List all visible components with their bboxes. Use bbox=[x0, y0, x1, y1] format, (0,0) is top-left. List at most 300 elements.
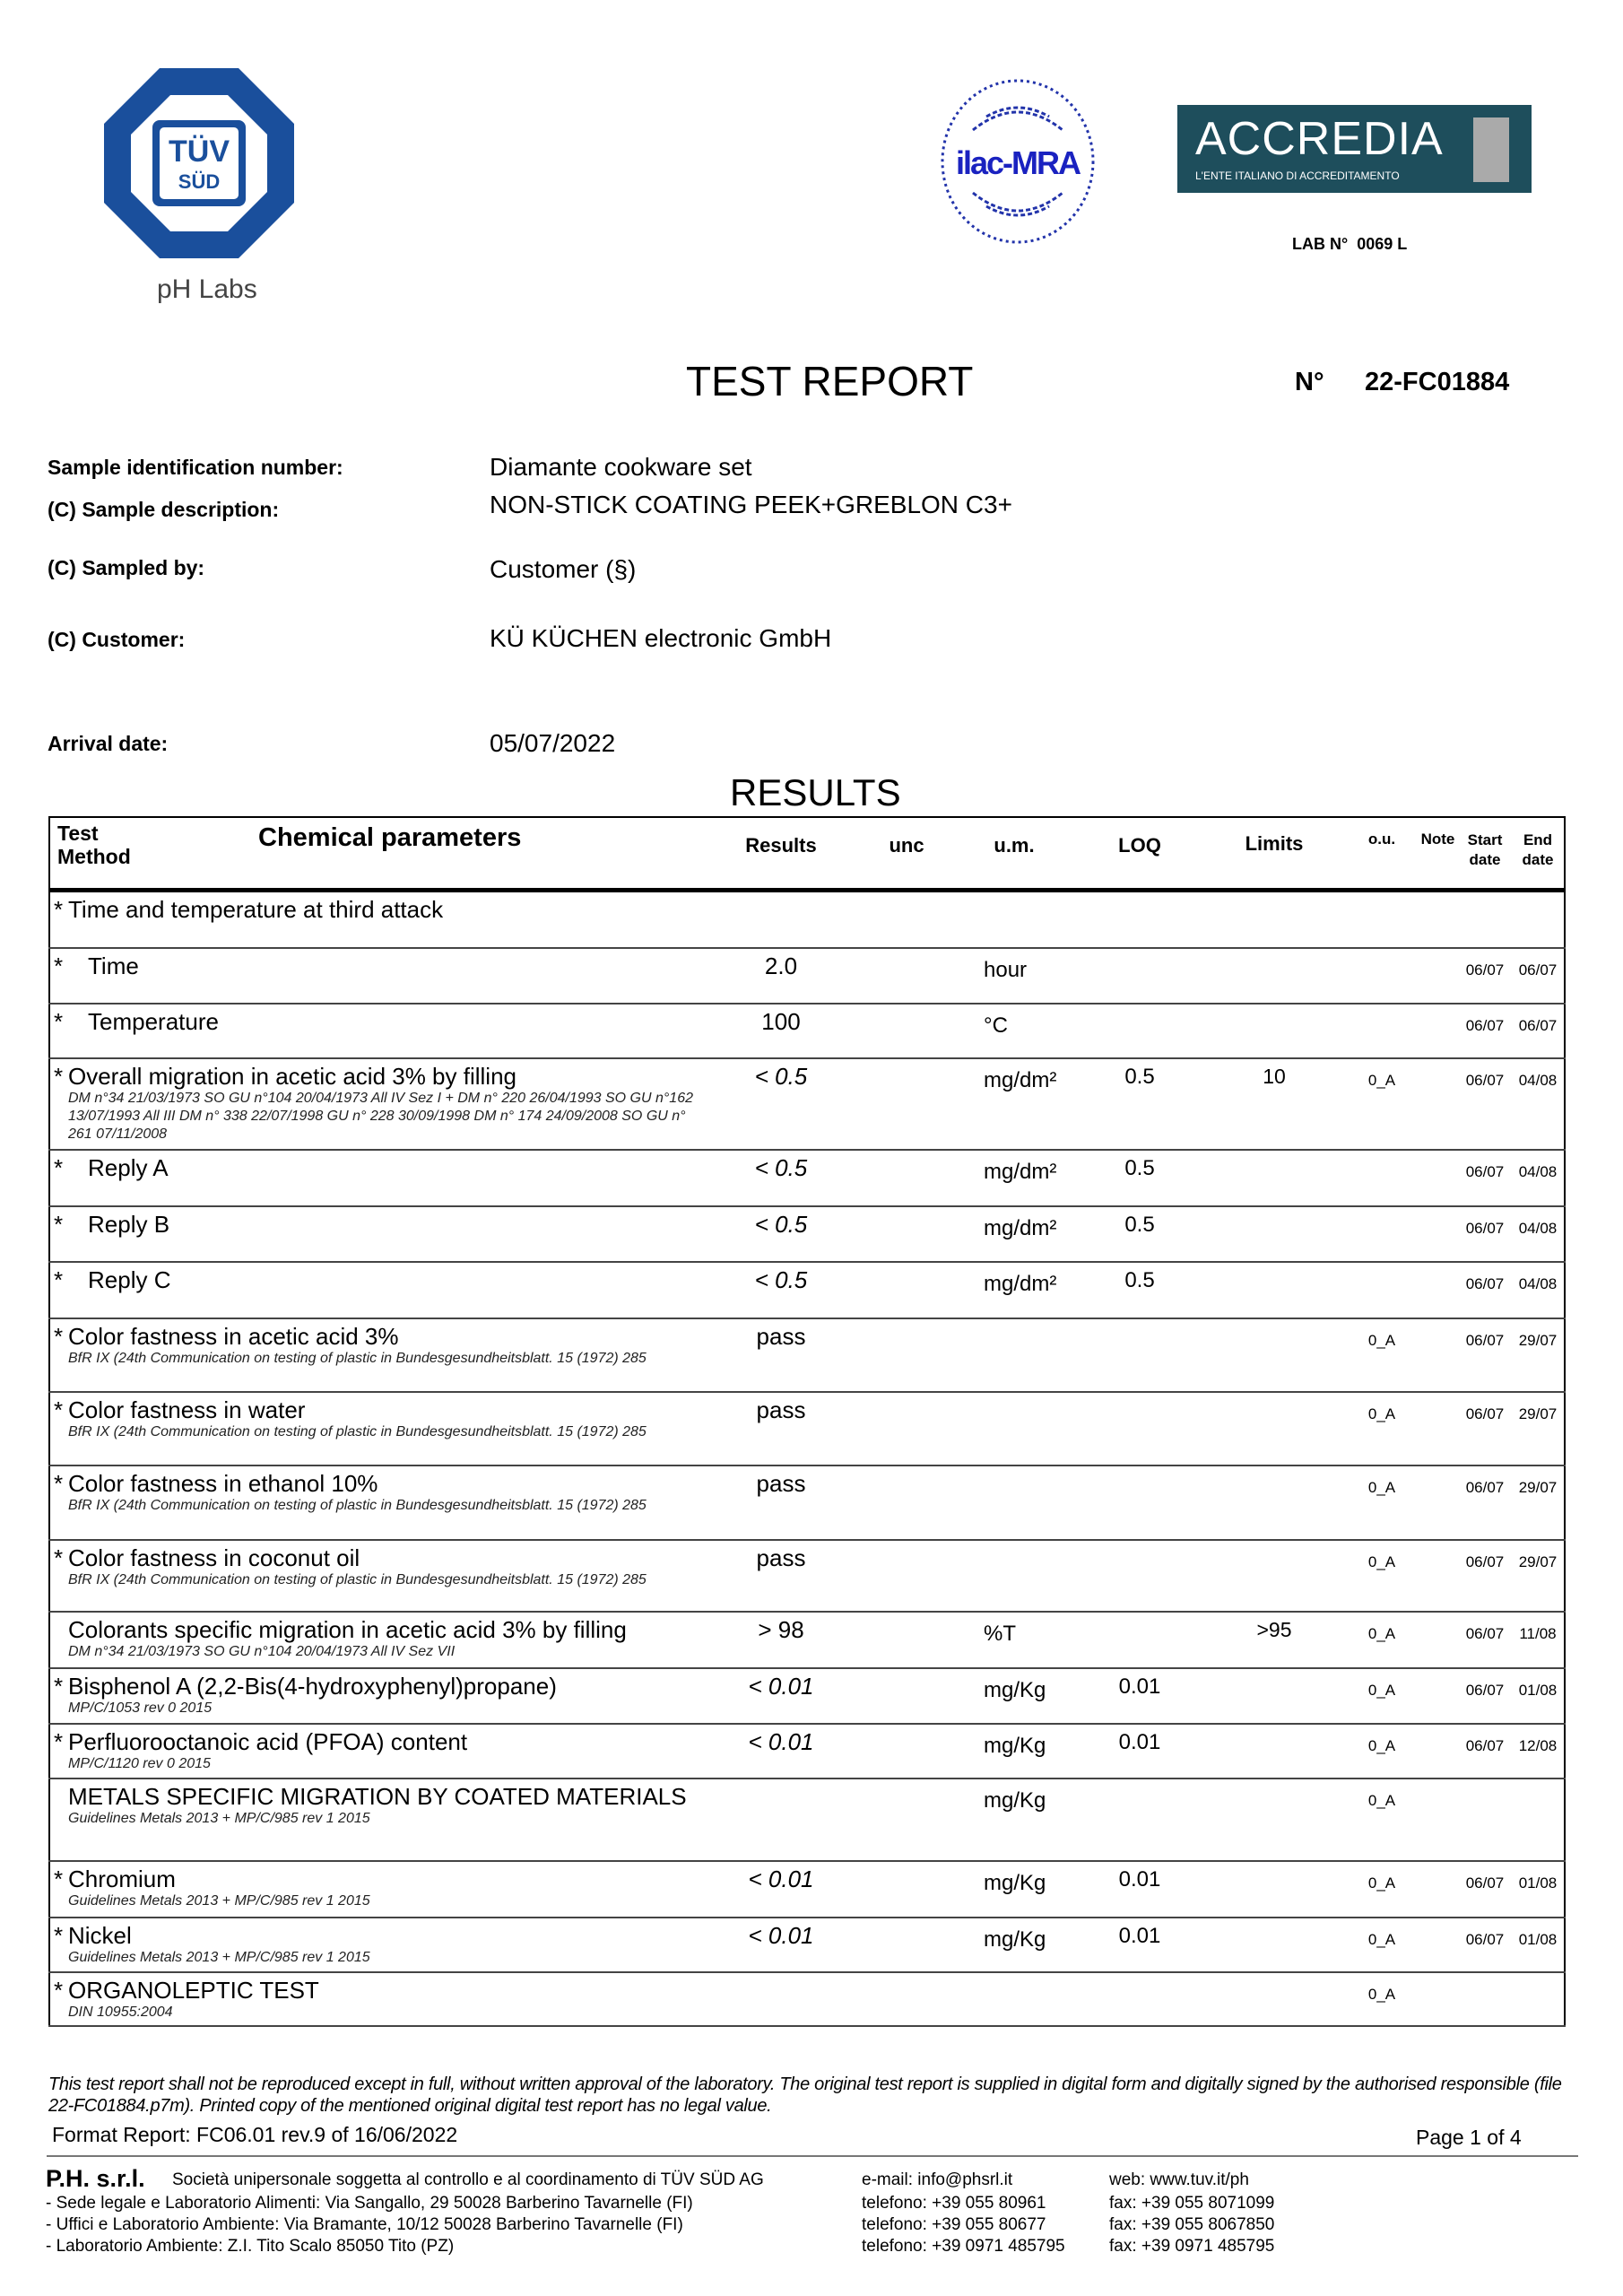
end-date: 29/07 bbox=[1518, 1478, 1558, 1496]
unc-value bbox=[862, 1612, 951, 1668]
results-table bbox=[48, 816, 1566, 2027]
results-heading: RESULTS bbox=[730, 771, 901, 813]
unit-value: mg/Kg bbox=[984, 1926, 1046, 1952]
result-value: < 0.5 bbox=[754, 1153, 808, 1181]
result-value: 100 bbox=[761, 1007, 801, 1035]
site-fax: fax: +39 0971 485795 bbox=[1109, 2237, 1275, 2256]
loq-value bbox=[1077, 1972, 1202, 2026]
loq-value bbox=[1077, 1465, 1202, 1540]
end-date: 04/08 bbox=[1518, 1219, 1558, 1237]
site-phone: telefono: +39 0971 485795 bbox=[862, 2237, 1065, 2256]
ph-labs-label: pH Labs bbox=[157, 274, 257, 304]
company-email: e-mail: info@phsrl.it bbox=[862, 2170, 1013, 2189]
unc-value bbox=[862, 1465, 951, 1540]
note-value bbox=[1418, 1206, 1458, 1262]
ou-value: 0_A bbox=[1367, 1405, 1396, 1422]
start-date bbox=[1458, 1972, 1512, 2026]
result-value: < 0.01 bbox=[748, 1672, 814, 1700]
unc-value bbox=[862, 1724, 951, 1779]
start-date bbox=[1458, 1779, 1512, 1861]
end-date: 29/07 bbox=[1518, 1552, 1558, 1570]
parameter-name: Reply C bbox=[88, 1265, 171, 1293]
parameter-cell bbox=[49, 1465, 700, 1540]
accredia-logo bbox=[1177, 105, 1532, 193]
start-date: 06/07 bbox=[1465, 1552, 1505, 1570]
loq-value bbox=[1077, 1318, 1202, 1392]
header-limits: Limits bbox=[1202, 817, 1346, 891]
company-name: P.H. s.r.l. bbox=[46, 2165, 145, 2192]
unit-value bbox=[951, 1540, 1077, 1612]
parameter-name: Color fastness in ethanol 10% bbox=[68, 1469, 378, 1497]
unc-value bbox=[862, 1392, 951, 1465]
unc-value bbox=[862, 1668, 951, 1724]
parameter-cell bbox=[49, 1318, 700, 1392]
unc-value bbox=[862, 1918, 951, 1972]
note-value bbox=[1418, 1779, 1458, 1861]
parameter-cell bbox=[49, 1392, 700, 1465]
tuv-sud-logo bbox=[100, 65, 298, 262]
parameter-cell bbox=[49, 1150, 700, 1206]
test-method: BfR IX (24th Communication on testing of plastic in Bundesgesundheitsblatt. 15 (1972) 285 bbox=[68, 1497, 647, 1513]
loq-value: 0.01 bbox=[1118, 1729, 1161, 1754]
unit-value: mg/dm² bbox=[984, 1159, 1057, 1184]
table-row bbox=[49, 1724, 1565, 1779]
limits-value bbox=[1202, 891, 1346, 948]
unc-value bbox=[862, 1262, 951, 1318]
note-value bbox=[1418, 948, 1458, 1004]
start-date: 06/07 bbox=[1465, 1071, 1505, 1089]
parameter-name: Nickel bbox=[68, 1921, 132, 1949]
site-address: - Uffici e Laboratorio Ambiente: Via Bramante, 10/12 50028 Barberino Tavarnelle (FI) bbox=[46, 2215, 683, 2234]
sampled-by-label: (C) Sampled by: bbox=[48, 556, 205, 579]
start-date: 06/07 bbox=[1465, 1162, 1505, 1180]
parameter-cell bbox=[49, 948, 700, 1004]
parameter-cell bbox=[49, 1918, 700, 1972]
sampled-by-value: Customer (§) bbox=[490, 555, 637, 583]
lab-number: LAB N° 0069 L bbox=[1292, 235, 1408, 253]
limits-value bbox=[1202, 1392, 1346, 1465]
limits-value bbox=[1202, 1318, 1346, 1392]
parameter-name: Reply A bbox=[88, 1153, 169, 1181]
note-value bbox=[1418, 1724, 1458, 1779]
site-address: - Sede legale e Laboratorio Alimenti: Via Sangallo, 29 50028 Barberino Tavarnelle (FI) bbox=[46, 2194, 693, 2213]
note-value bbox=[1418, 1150, 1458, 1206]
table-row bbox=[49, 1392, 1565, 1465]
sample-description-value: NON-STICK COATING PEEK+GREBLON C3+ bbox=[490, 491, 1012, 518]
table-row bbox=[49, 891, 1565, 948]
table-row bbox=[49, 1612, 1565, 1668]
ou-value: 0_A bbox=[1367, 1071, 1396, 1089]
table-row bbox=[49, 948, 1565, 1004]
note-value bbox=[1418, 1392, 1458, 1465]
table-row bbox=[49, 1465, 1565, 1540]
limits-value bbox=[1202, 1724, 1346, 1779]
table-row bbox=[49, 1004, 1565, 1058]
note-value bbox=[1418, 1612, 1458, 1668]
header-parameters: Chemical parameters bbox=[258, 823, 522, 852]
limits-value bbox=[1202, 1004, 1346, 1058]
unc-value bbox=[862, 1540, 951, 1612]
note-value bbox=[1418, 1318, 1458, 1392]
parameter-cell bbox=[49, 1004, 700, 1058]
site-phone: telefono: +39 055 80961 bbox=[862, 2194, 1046, 2213]
table-row bbox=[49, 1058, 1565, 1150]
limits-value bbox=[1202, 1540, 1346, 1612]
parameter-cell bbox=[49, 891, 700, 948]
parameter-cell bbox=[49, 1540, 700, 1612]
test-method: Guidelines Metals 2013 + MP/C/985 rev 1 2015 bbox=[68, 1949, 370, 1965]
test-method: BfR IX (24th Communication on testing of plastic in Bundesgesundheitsblatt. 15 (1972) 285 bbox=[68, 1423, 647, 1439]
accredited-marker: * bbox=[54, 1265, 64, 1293]
parameter-cell bbox=[49, 1724, 700, 1779]
company-web: web: www.tuv.it/ph bbox=[1109, 2170, 1249, 2189]
ou-value bbox=[1346, 891, 1418, 948]
end-date: 01/08 bbox=[1518, 1681, 1558, 1699]
note-value bbox=[1418, 1262, 1458, 1318]
table-row bbox=[49, 1668, 1565, 1724]
unit-value: mg/Kg bbox=[984, 1733, 1046, 1758]
limits-value bbox=[1202, 1150, 1346, 1206]
unc-value bbox=[862, 1150, 951, 1206]
result-value bbox=[700, 1779, 862, 1861]
parameter-name: Perfluorooctanoic acid (PFOA) content bbox=[68, 1727, 468, 1755]
result-value: pass bbox=[756, 1396, 806, 1423]
loq-value bbox=[1077, 891, 1202, 948]
limits-value bbox=[1202, 1465, 1346, 1540]
result-value: pass bbox=[756, 1322, 806, 1350]
loq-value: 0.5 bbox=[1124, 1155, 1155, 1180]
ou-value bbox=[1346, 1150, 1418, 1206]
result-value: < 0.5 bbox=[754, 1265, 808, 1293]
test-method: MP/C/1120 rev 0 2015 bbox=[68, 1755, 211, 1771]
accredited-marker: * bbox=[54, 896, 64, 923]
site-fax: fax: +39 055 8071099 bbox=[1109, 2194, 1275, 2213]
parameter-cell bbox=[49, 1861, 700, 1918]
parameter-cell bbox=[49, 1206, 700, 1262]
limits-value bbox=[1202, 948, 1346, 1004]
unit-value bbox=[951, 1318, 1077, 1392]
arrival-date-label: Arrival date: bbox=[48, 732, 169, 755]
unit-value: mg/Kg bbox=[984, 1787, 1046, 1813]
unit-value: %T bbox=[984, 1621, 1016, 1646]
unc-value bbox=[862, 1004, 951, 1058]
end-date: 06/07 bbox=[1518, 1016, 1558, 1034]
limits-value: >95 bbox=[1256, 1617, 1292, 1641]
accredited-marker: * bbox=[54, 1469, 64, 1497]
unit-value: mg/Kg bbox=[984, 1677, 1046, 1702]
accredited-marker: * bbox=[54, 1921, 64, 1949]
unc-value bbox=[862, 1861, 951, 1918]
ou-value: 0_A bbox=[1367, 1478, 1396, 1496]
end-date: 29/07 bbox=[1518, 1405, 1558, 1422]
limits-value bbox=[1202, 1668, 1346, 1724]
result-value: < 0.5 bbox=[754, 1062, 808, 1090]
end-date bbox=[1512, 891, 1565, 948]
unc-value bbox=[862, 891, 951, 948]
start-date: 06/07 bbox=[1465, 1624, 1505, 1642]
test-method: Guidelines Metals 2013 + MP/C/985 rev 1 2015 bbox=[68, 1810, 370, 1826]
header-um: u.m. bbox=[951, 817, 1077, 891]
site-fax: fax: +39 055 8067850 bbox=[1109, 2215, 1275, 2234]
loq-value: 0.5 bbox=[1124, 1267, 1155, 1292]
ou-value bbox=[1346, 1206, 1418, 1262]
unit-value: mg/dm² bbox=[984, 1271, 1057, 1296]
header-test-method: Test Method bbox=[57, 822, 131, 868]
header-param-cell bbox=[49, 817, 700, 891]
unc-value bbox=[862, 1206, 951, 1262]
parameter-name: Colorants specific migration in acetic acid 3% by filling bbox=[68, 1615, 627, 1643]
end-date: 11/08 bbox=[1519, 1624, 1557, 1642]
end-date bbox=[1512, 1972, 1565, 2026]
loq-value: 0.01 bbox=[1118, 1866, 1161, 1892]
parameter-cell bbox=[49, 1972, 700, 2026]
disclaimer: This test report shall not be reproduced except in full, without written approval of the laboratory. The original test report is supplied in digital form and digitally signed by the authorised responsible (file 22-FC01884.p7m). Printed copy of the mentioned original digital test report has no legal value. bbox=[48, 2074, 1562, 2116]
parameter-name: Color fastness in water bbox=[68, 1396, 306, 1423]
limits-value bbox=[1202, 1262, 1346, 1318]
ou-value: 0_A bbox=[1367, 1874, 1396, 1892]
ou-value: 0_A bbox=[1367, 1624, 1396, 1642]
result-value: > 98 bbox=[758, 1615, 804, 1643]
end-date: 04/08 bbox=[1518, 1162, 1558, 1180]
note-value bbox=[1418, 1540, 1458, 1612]
ou-value bbox=[1346, 1004, 1418, 1058]
limits-value bbox=[1202, 1861, 1346, 1918]
test-method: DM n°34 21/03/1973 SO GU n°104 20/04/1973 All IV Sez VII bbox=[68, 1643, 456, 1659]
loq-value: 0.01 bbox=[1118, 1923, 1161, 1948]
unit-value bbox=[951, 891, 1077, 948]
company-description: Società unipersonale soggetta al controllo e al coordinamento di TÜV SÜD AG bbox=[172, 2170, 764, 2189]
accredia-text: ACCREDIA bbox=[1195, 113, 1444, 165]
result-value: < 0.01 bbox=[748, 1865, 814, 1892]
note-value bbox=[1418, 1861, 1458, 1918]
accredited-marker: * bbox=[54, 1322, 64, 1350]
result-value: pass bbox=[756, 1469, 806, 1497]
sample-description-label: (C) Sample description: bbox=[48, 498, 280, 521]
table-row bbox=[49, 1206, 1565, 1262]
accredited-marker: * bbox=[54, 1062, 64, 1090]
unit-value: °C bbox=[984, 1013, 1008, 1038]
end-date: 29/07 bbox=[1518, 1331, 1558, 1349]
end-date bbox=[1512, 1779, 1565, 1861]
end-date: 12/08 bbox=[1518, 1736, 1558, 1754]
limits-value bbox=[1202, 1206, 1346, 1262]
footer-divider bbox=[47, 2155, 1578, 2157]
ou-value: 0_A bbox=[1367, 1681, 1396, 1699]
result-value: < 0.5 bbox=[754, 1210, 808, 1238]
report-number-label: N° bbox=[1295, 368, 1324, 396]
accredited-marker: * bbox=[54, 1544, 64, 1571]
parameter-cell bbox=[49, 1612, 700, 1668]
test-method: DM n°34 21/03/1973 SO GU n°104 20/04/1973 All IV Sez I + DM n° 220 26/04/1993 SO GU n°162 13/07/1993 All III DM n° 338 22/07/1998 GU n° 228 30/09/1998 DM n° 174 24/09/2008 SO GU n° 261 07/11/2008 bbox=[68, 1090, 693, 1142]
note-value bbox=[1418, 891, 1458, 948]
parameter-cell bbox=[49, 1668, 700, 1724]
parameter-name: Time and temperature at third attack bbox=[68, 896, 444, 923]
table-row bbox=[49, 1262, 1565, 1318]
accredited-marker: * bbox=[54, 1007, 64, 1035]
table-row bbox=[49, 1150, 1565, 1206]
unit-value: mg/Kg bbox=[984, 1870, 1046, 1895]
unc-value bbox=[862, 1318, 951, 1392]
test-method: MP/C/1053 rev 0 2015 bbox=[68, 1700, 213, 1716]
loq-value: 0.5 bbox=[1124, 1212, 1155, 1237]
result-value: 2.0 bbox=[764, 952, 798, 979]
ou-value: 0_A bbox=[1367, 1552, 1396, 1570]
limits-value bbox=[1202, 1918, 1346, 1972]
loq-value: 0.01 bbox=[1118, 1674, 1161, 1699]
accredited-marker: * bbox=[54, 1865, 64, 1892]
parameter-cell bbox=[49, 1779, 700, 1861]
unc-value bbox=[862, 1972, 951, 2026]
accredia-subtitle: L'ENTE ITALIANO DI ACCREDITAMENTO bbox=[1195, 170, 1400, 182]
header-start-date: Start date bbox=[1458, 817, 1512, 891]
header-results: Results bbox=[700, 817, 862, 891]
accredited-marker: * bbox=[54, 1672, 64, 1700]
table-row bbox=[49, 1918, 1565, 1972]
unit-value: hour bbox=[984, 957, 1028, 982]
loq-value bbox=[1077, 1540, 1202, 1612]
result-value bbox=[700, 1972, 862, 2026]
tuv-text: TÜV bbox=[169, 135, 230, 169]
start-date: 06/07 bbox=[1465, 1930, 1505, 1948]
customer-label: (C) Customer: bbox=[48, 628, 186, 651]
accredited-marker: * bbox=[54, 952, 64, 979]
accredited-marker: * bbox=[54, 1727, 64, 1755]
parameter-name: Color fastness in acetic acid 3% bbox=[68, 1322, 399, 1350]
ou-value bbox=[1346, 948, 1418, 1004]
note-value bbox=[1418, 1465, 1458, 1540]
start-date bbox=[1458, 891, 1512, 948]
result-value: pass bbox=[756, 1544, 806, 1571]
start-date: 06/07 bbox=[1465, 1016, 1505, 1034]
test-method: BfR IX (24th Communication on testing of plastic in Bundesgesundheitsblatt. 15 (1972) 285 bbox=[68, 1571, 647, 1587]
start-date: 06/07 bbox=[1465, 961, 1505, 978]
table-row bbox=[49, 1779, 1565, 1861]
table-row bbox=[49, 1318, 1565, 1392]
parameter-name: Temperature bbox=[88, 1007, 219, 1035]
test-method: BfR IX (24th Communication on testing of plastic in Bundesgesundheitsblatt. 15 (1972) 285 bbox=[68, 1350, 647, 1366]
ilac-mra-logo bbox=[937, 76, 1098, 247]
note-value bbox=[1418, 1668, 1458, 1724]
result-value: < 0.01 bbox=[748, 1727, 814, 1755]
accredited-marker: * bbox=[54, 1210, 64, 1238]
unit-value: mg/dm² bbox=[984, 1215, 1057, 1240]
sample-id-label: Sample identification number: bbox=[48, 456, 343, 479]
unit-value bbox=[951, 1392, 1077, 1465]
parameter-name: Reply B bbox=[88, 1210, 170, 1238]
accredited-marker: * bbox=[54, 1153, 64, 1181]
note-value bbox=[1418, 1004, 1458, 1058]
loq-value bbox=[1077, 1004, 1202, 1058]
start-date: 06/07 bbox=[1465, 1874, 1505, 1892]
sample-id-value: Diamante cookware set bbox=[490, 453, 752, 481]
loq-value bbox=[1077, 948, 1202, 1004]
unit-value bbox=[951, 1465, 1077, 1540]
parameter-name: ORGANOLEPTIC TEST bbox=[68, 1976, 319, 2004]
arrival-date-value: 05/07/2022 bbox=[490, 729, 616, 757]
parameter-cell bbox=[49, 1262, 700, 1318]
page-title: TEST REPORT bbox=[686, 358, 974, 404]
limits-value bbox=[1202, 1779, 1346, 1861]
ou-value: 0_A bbox=[1367, 1736, 1396, 1754]
start-date: 06/07 bbox=[1465, 1331, 1505, 1349]
page-indicator: Page 1 of 4 bbox=[1416, 2126, 1522, 2149]
unit-value bbox=[951, 1972, 1077, 2026]
unc-value bbox=[862, 1058, 951, 1150]
start-date: 06/07 bbox=[1465, 1478, 1505, 1496]
table-row bbox=[49, 1540, 1565, 1612]
sud-text: SÜD bbox=[178, 170, 221, 193]
limits-value bbox=[1202, 1972, 1346, 2026]
loq-value: 0.5 bbox=[1124, 1064, 1155, 1089]
accredited-marker: * bbox=[54, 1976, 64, 2004]
ou-value: 0_A bbox=[1367, 1331, 1396, 1349]
header-note: Note bbox=[1418, 817, 1458, 891]
end-date: 04/08 bbox=[1518, 1274, 1558, 1292]
note-value bbox=[1418, 1058, 1458, 1150]
end-date: 06/07 bbox=[1518, 961, 1558, 978]
unc-value bbox=[862, 948, 951, 1004]
end-date: 01/08 bbox=[1518, 1874, 1558, 1892]
parameter-name: METALS SPECIFIC MIGRATION BY COATED MATERIALS bbox=[68, 1782, 687, 1810]
header-ou: o.u. bbox=[1346, 817, 1418, 891]
end-date: 01/08 bbox=[1518, 1930, 1558, 1948]
header-loq: LOQ bbox=[1077, 817, 1202, 891]
header-end-date: End date bbox=[1512, 817, 1565, 891]
note-value bbox=[1418, 1972, 1458, 2026]
test-method: DIN 10955:2004 bbox=[68, 2004, 173, 2020]
customer-value: KÜ KÜCHEN electronic GmbH bbox=[490, 624, 832, 652]
ilac-text: ilac-MRA bbox=[955, 144, 1081, 181]
ou-value: 0_A bbox=[1367, 1930, 1396, 1948]
start-date: 06/07 bbox=[1465, 1219, 1505, 1237]
start-date: 06/07 bbox=[1465, 1681, 1505, 1699]
result-value: < 0.01 bbox=[748, 1921, 814, 1949]
parameter-cell bbox=[49, 1058, 700, 1150]
loq-value bbox=[1077, 1612, 1202, 1668]
header-unc: unc bbox=[862, 817, 951, 891]
italy-map-icon bbox=[1473, 117, 1509, 182]
parameter-name: Color fastness in coconut oil bbox=[68, 1544, 360, 1571]
format-report: Format Report: FC06.01 rev.9 of 16/06/2022 bbox=[52, 2123, 458, 2146]
limits-value: 10 bbox=[1263, 1064, 1286, 1088]
parameter-name: Time bbox=[88, 952, 139, 979]
ou-value: 0_A bbox=[1367, 1985, 1396, 2003]
loq-value bbox=[1077, 1779, 1202, 1861]
table-row bbox=[49, 1972, 1565, 2026]
parameter-name: Chromium bbox=[68, 1865, 176, 1892]
result-value bbox=[700, 891, 862, 948]
parameter-name: Bisphenol A (2,2-Bis(4-hydroxyphenyl)propane) bbox=[68, 1672, 557, 1700]
end-date: 04/08 bbox=[1518, 1071, 1558, 1089]
ou-value bbox=[1346, 1262, 1418, 1318]
unc-value bbox=[862, 1779, 951, 1861]
report-number: 22-FC01884 bbox=[1365, 368, 1510, 396]
test-method: Guidelines Metals 2013 + MP/C/985 rev 1 2015 bbox=[68, 1892, 370, 1909]
parameter-name: Overall migration in acetic acid 3% by filling bbox=[68, 1062, 516, 1090]
start-date: 06/07 bbox=[1465, 1274, 1505, 1292]
ou-value: 0_A bbox=[1367, 1791, 1396, 1809]
site-phone: telefono: +39 055 80677 bbox=[862, 2215, 1046, 2234]
loq-value bbox=[1077, 1392, 1202, 1465]
unit-value: mg/dm² bbox=[984, 1067, 1057, 1092]
table-header-row bbox=[49, 817, 1565, 891]
table-row bbox=[49, 1861, 1565, 1918]
accredited-marker: * bbox=[54, 1396, 64, 1423]
note-value bbox=[1418, 1918, 1458, 1972]
start-date: 06/07 bbox=[1465, 1736, 1505, 1754]
start-date: 06/07 bbox=[1465, 1405, 1505, 1422]
site-address: - Laboratorio Ambiente: Z.I. Tito Scalo 85050 Tito (PZ) bbox=[46, 2237, 455, 2256]
